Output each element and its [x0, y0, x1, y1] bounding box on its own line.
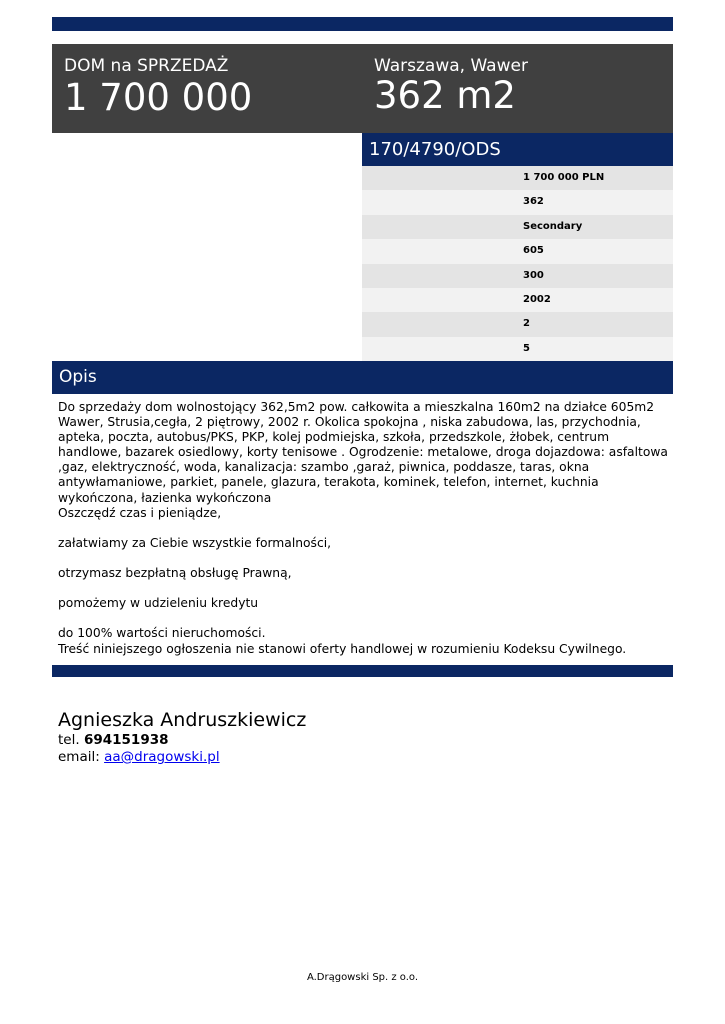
listing-reference: 170/4790/ODS [362, 133, 673, 166]
detail-row [362, 312, 673, 336]
detail-row [362, 239, 673, 263]
agent-contact [58, 708, 306, 766]
listing-hero [52, 44, 673, 133]
detail-row [362, 337, 673, 361]
description-line: otrzymasz bezpłatną obsługę Prawną, [58, 566, 292, 581]
details-table [362, 166, 673, 361]
phone-number: 694151938 [83, 732, 169, 748]
detail-row [362, 215, 673, 239]
top-banner-bar [52, 17, 673, 31]
detail-value: Secondary [523, 220, 583, 232]
description-heading: Opis [52, 361, 673, 394]
listing-price: 1 700 000 [64, 76, 253, 119]
detail-row [362, 190, 673, 214]
agent-phone [58, 732, 306, 749]
agent-name: Agnieszka Andruszkiewicz [58, 709, 307, 731]
email-link[interactable]: aa@dragowski.pl [104, 749, 220, 765]
listing-type: DOM na SPRZEDAŻ [64, 56, 229, 76]
detail-value: 300 [523, 269, 544, 281]
detail-value: 5 [523, 342, 530, 354]
hero-right [374, 56, 528, 118]
description-body [58, 400, 670, 657]
phone-label: tel. [58, 732, 80, 748]
detail-value: 2 [523, 318, 530, 330]
description-line: pomożemy w udzieleniu kredytu [58, 596, 259, 611]
hero-left [64, 56, 252, 120]
email-label: email: [58, 749, 100, 765]
description-line: do 100% wartości nieruchomości. [58, 626, 266, 641]
detail-row [362, 166, 673, 190]
detail-row [362, 264, 673, 288]
bottom-banner-bar [52, 665, 673, 677]
detail-value: 1 700 000 PLN [523, 172, 605, 183]
detail-value: 2002 [523, 293, 551, 305]
detail-value: 605 [523, 245, 544, 257]
agent-email [58, 749, 306, 766]
disclaimer: Treść niniejszego ogłoszenia nie stanowi oferty handlowej w rozumieniu Kodeksu Cywilnego. [58, 641, 627, 656]
listing-area: 362 m2 [374, 74, 516, 117]
detail-value: 362 [523, 196, 544, 208]
listing-location: Warszawa, Wawer [374, 56, 528, 76]
detail-row [362, 288, 673, 312]
description-paragraph: Do sprzedaży dom wolnostojący 362,5m2 pow. całkowita a mieszkalna 160m2 na działce 605m2 Wawer, Strusia,cegła, 2 piętrowy, 2002 r. Okolica spokojna , niska zabudowa, las, przychodnia, apteka, poczta, autobus/PKS, PKP, kolej podmiejska, szkoła, przedszkole, żłobek, centrum handlowe, bazarek osiedlowy, korty tenisowe . Ogrodzenie: metalowe, droga dojazdowa: asfaltowa ,gaz, elektryczność, woda, kanalizacja: szambo ,garaż, piwnica, poddasze, taras, okna antywłamaniowe, parkiet, panele, glazura, terakota, kominek, telefon, internet, kuchnia wykończona, łazienka wykończona [58, 400, 668, 505]
description-line: załatwiamy za Ciebie wszystkie formalności, [58, 535, 332, 550]
footer-company: A.Drągowski Sp. z o.o. [306, 972, 419, 983]
description-line: Oszczędź czas i pieniądze, [58, 505, 222, 520]
